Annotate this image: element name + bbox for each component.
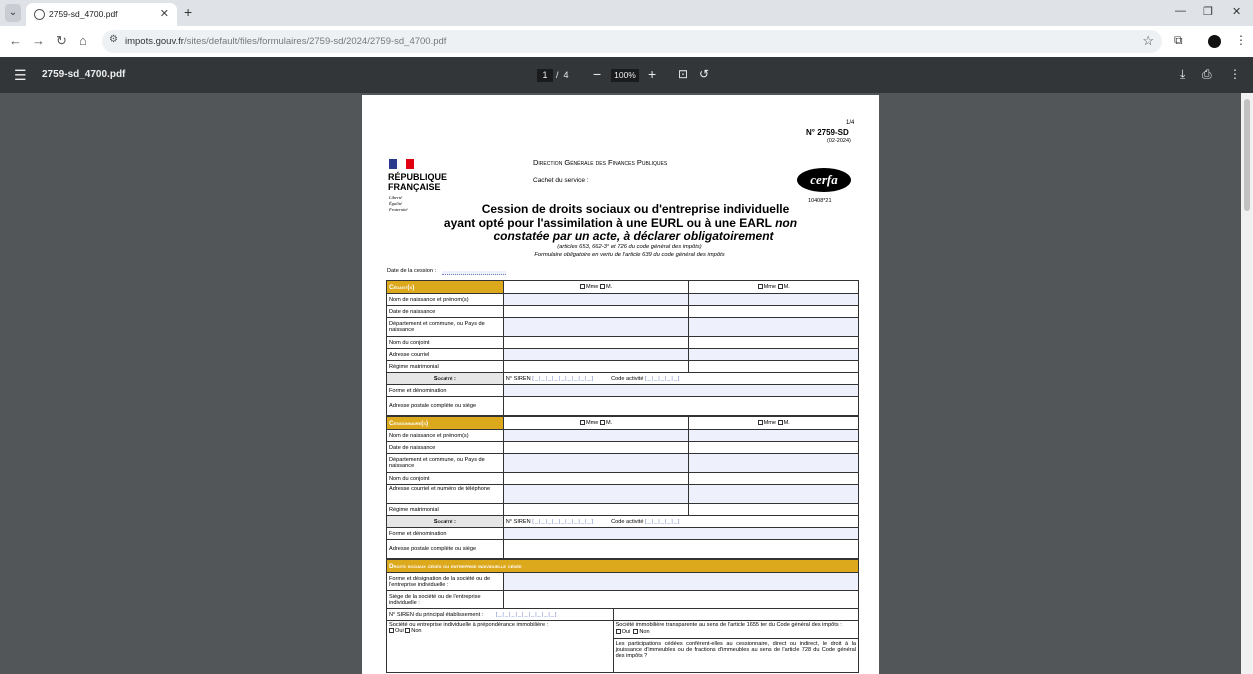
form-title: Cession de droits sociaux ou d'entreprise individuelle ayant opté pour l'assimilation à une EURL ou à une EARL non constatée par un acte, à déclarer obligatoirement xyxy=(443,202,798,243)
scrollbar[interactable] xyxy=(1241,93,1253,674)
text-field[interactable] xyxy=(613,609,858,621)
cerfa-number: 10408*21 xyxy=(808,198,832,204)
page-indicator: 1/4 xyxy=(846,120,855,126)
more-actions-icon[interactable]: ⋮ xyxy=(1229,67,1241,81)
tab-title: 2759-sd_4700.pdf xyxy=(49,9,118,19)
zoom-out-icon[interactable]: − xyxy=(593,66,602,82)
browser-menu-icon[interactable]: ⋮ xyxy=(1235,33,1247,47)
francaise-label: FRANÇAISE xyxy=(388,182,441,192)
fit-page-icon[interactable]: ⊡ xyxy=(678,67,689,81)
window-close-icon[interactable]: ✕ xyxy=(1232,6,1242,18)
marianne-flag-icon xyxy=(389,159,414,169)
field-label: Nom de naissance et prénom(s) xyxy=(387,294,504,306)
restore-icon[interactable]: ❐ xyxy=(1203,6,1213,18)
cedant2-civility[interactable]: Mme M. xyxy=(689,281,859,294)
new-tab-button[interactable]: + xyxy=(184,4,193,20)
non-checkbox[interactable] xyxy=(633,629,638,634)
text-field[interactable] xyxy=(689,306,859,318)
siren-principal-row: N° SIREN du principal établissement : [_|_|_|_|_|_|_|_|_] xyxy=(387,609,614,621)
text-field[interactable] xyxy=(503,504,689,516)
oui-checkbox[interactable] xyxy=(389,628,394,633)
field-label: Département et commune, ou Pays de naissance xyxy=(387,318,504,337)
field-label: Régime matrimonial xyxy=(387,504,504,516)
field-label: Nom de naissance et prénom(s) xyxy=(387,430,504,442)
tab-strip xyxy=(0,0,1253,26)
form-date: (02-2024) xyxy=(827,138,851,144)
field-label: Forme et désignation de la société ou de l'entreprise individuelle : xyxy=(387,573,504,591)
cachet-label: Cachet du service : xyxy=(533,177,589,184)
motto-2: Égalité xyxy=(389,201,402,206)
code-activite-input[interactable]: [_|_|_|_|_] xyxy=(645,518,681,525)
cessionnaires-table xyxy=(386,416,859,559)
siren-input[interactable]: [_|_|_|_|_|_|_|_|_] xyxy=(532,375,594,382)
siren-input[interactable]: [_|_|_|_|_|_|_|_|_] xyxy=(532,518,594,525)
text-field[interactable] xyxy=(503,573,858,591)
field-label: Date de naissance xyxy=(387,442,504,454)
back-icon[interactable]: ← xyxy=(9,33,22,48)
oui-checkbox[interactable] xyxy=(616,629,621,634)
societe-label: Société : xyxy=(387,516,504,528)
page-total: / 4 xyxy=(556,70,569,80)
republique-label: RÉPUBLIQUE xyxy=(388,172,448,182)
text-field[interactable] xyxy=(503,385,858,397)
hamburger-menu-icon[interactable]: ☰ xyxy=(14,67,27,83)
siren-row: N° SIREN [_|_|_|_|_|_|_|_|_] Code activité [_|_|_|_|_] xyxy=(503,373,858,385)
motto-1: Liberté xyxy=(389,195,402,200)
text-field[interactable] xyxy=(503,454,689,473)
text-field[interactable] xyxy=(689,318,859,337)
download-icon[interactable]: ⤓ xyxy=(1180,67,1186,81)
text-field[interactable] xyxy=(503,430,689,442)
cedants-header: Cédant(s) xyxy=(387,281,504,294)
pdf-toolbar xyxy=(0,57,1253,93)
date-cession-input[interactable] xyxy=(442,271,506,275)
text-field[interactable] xyxy=(503,318,689,337)
text-field[interactable] xyxy=(689,294,859,306)
bookmark-star-icon[interactable]: ☆ xyxy=(1142,33,1154,48)
browser-tab[interactable] xyxy=(26,3,177,26)
text-field[interactable] xyxy=(503,591,858,609)
minimize-icon[interactable]: — xyxy=(1175,5,1186,17)
text-field[interactable] xyxy=(503,349,689,361)
text-field[interactable] xyxy=(689,442,859,454)
cessionnaire2-civility[interactable]: Mme M. xyxy=(689,417,859,430)
date-cession-label: Date de la cession : xyxy=(387,268,437,274)
text-field[interactable] xyxy=(689,504,859,516)
non-checkbox[interactable] xyxy=(405,628,410,633)
text-field[interactable] xyxy=(689,485,859,504)
text-field[interactable] xyxy=(503,485,689,504)
cessionnaire1-civility[interactable]: Mme M. xyxy=(503,417,689,430)
articles-ref: (articles 653, 662-3° et 726 du code général des impôts) xyxy=(557,244,702,250)
field-label: Nom du conjoint xyxy=(387,473,504,485)
home-icon[interactable]: ⌂ xyxy=(79,33,87,48)
cedant1-civility[interactable]: Mme M. xyxy=(503,281,689,294)
browser-toolbar xyxy=(0,26,1253,57)
zoom-in-icon[interactable]: + xyxy=(648,66,657,82)
zoom-input[interactable]: 100% xyxy=(611,69,639,82)
cedants-table xyxy=(386,280,859,416)
pdf-file-name: 2759-sd_4700.pdf xyxy=(42,69,126,80)
text-field[interactable] xyxy=(503,294,689,306)
motto-3: Fraternité xyxy=(389,207,408,212)
transparente-cell: Société immobilière transparente au sens de l'article 1655 ter du Code général des impôts : Oui Non Les participations cédées confèrent-elles au cessionnaire, direct ou indirect, le droit à la jouissance d'immeubles ou de fractions d'immeubles au sens de l'article 728 du Code général des impôts ? xyxy=(613,621,858,673)
page-number-input[interactable]: 1 xyxy=(537,69,553,82)
site-info-icon[interactable]: ⚙ xyxy=(109,34,118,45)
text-field[interactable] xyxy=(503,337,689,349)
extensions-icon[interactable]: ⧉ xyxy=(1174,33,1183,47)
cessionnaires-header: Cessionnaire(s) xyxy=(387,417,504,430)
siren-principal-input[interactable]: [_|_|_|_|_|_|_|_|_] xyxy=(495,611,558,618)
field-label: Forme et dénomination xyxy=(387,528,504,540)
text-field[interactable] xyxy=(503,361,689,373)
text-field[interactable] xyxy=(689,361,859,373)
mandatory-ref: Formulaire obligatoire en vertu de l'article 639 du code général des impôts xyxy=(534,252,725,258)
text-field[interactable] xyxy=(503,540,858,559)
globe-icon xyxy=(34,9,45,20)
field-label: Nom du conjoint xyxy=(387,337,504,349)
rotate-icon[interactable]: ↺ xyxy=(699,67,710,81)
forward-icon[interactable]: → xyxy=(32,33,45,48)
direction-label: Direction Générale des Finances Publiques xyxy=(533,158,668,167)
field-label: Adresse courriel et numéro de téléphone xyxy=(387,485,504,504)
field-label: Adresse postale complète ou siège xyxy=(387,397,504,416)
text-field[interactable] xyxy=(689,454,859,473)
text-field[interactable] xyxy=(503,397,858,416)
field-label: Date de naissance xyxy=(387,306,504,318)
field-label: Département et commune, ou Pays de naissance xyxy=(387,454,504,473)
text-field[interactable] xyxy=(689,430,859,442)
preponderance-cell: Société ou entreprise individuelle à prépondérance immobilière : Oui Non xyxy=(387,621,614,673)
droits-table xyxy=(386,559,859,673)
reload-icon[interactable]: ↻ xyxy=(56,33,67,48)
code-activite-input[interactable]: [_|_|_|_|_] xyxy=(645,375,681,382)
print-icon[interactable]: ⎙ xyxy=(1202,67,1212,81)
profile-avatar[interactable] xyxy=(1208,35,1221,48)
societe-label: Société : xyxy=(387,373,504,385)
text-field[interactable] xyxy=(503,528,858,540)
field-label: Régime matrimonial xyxy=(387,361,504,373)
field-label: Adresse courriel xyxy=(387,349,504,361)
cerfa-logo: cerfa xyxy=(797,168,851,192)
field-label: Siège de la société ou de l'entreprise individuelle : xyxy=(387,591,504,609)
field-label: Adresse postale complète ou siège xyxy=(387,540,504,559)
text-field[interactable] xyxy=(689,337,859,349)
close-icon[interactable]: ✕ xyxy=(159,8,169,20)
text-field[interactable] xyxy=(503,306,689,318)
scrollbar-thumb[interactable] xyxy=(1244,99,1250,211)
address-bar[interactable] xyxy=(102,30,1162,53)
text-field[interactable] xyxy=(503,473,689,485)
text-field[interactable] xyxy=(503,442,689,454)
field-label: Forme et dénomination xyxy=(387,385,504,397)
url-text: impots.gouv.fr/sites/default/files/formulaires/2759-sd/2024/2759-sd_4700.pdf xyxy=(125,36,447,47)
siren-row: N° SIREN [_|_|_|_|_|_|_|_|_] Code activité [_|_|_|_|_] xyxy=(503,516,858,528)
text-field[interactable] xyxy=(689,473,859,485)
droits-header: Droits sociaux cédés ou entreprise individuelle cédée xyxy=(387,560,859,573)
text-field[interactable] xyxy=(689,349,859,361)
form-number: N° 2759-SD xyxy=(806,128,849,137)
pdf-page xyxy=(362,95,879,674)
tab-search-button[interactable]: ⌄ xyxy=(5,4,21,22)
